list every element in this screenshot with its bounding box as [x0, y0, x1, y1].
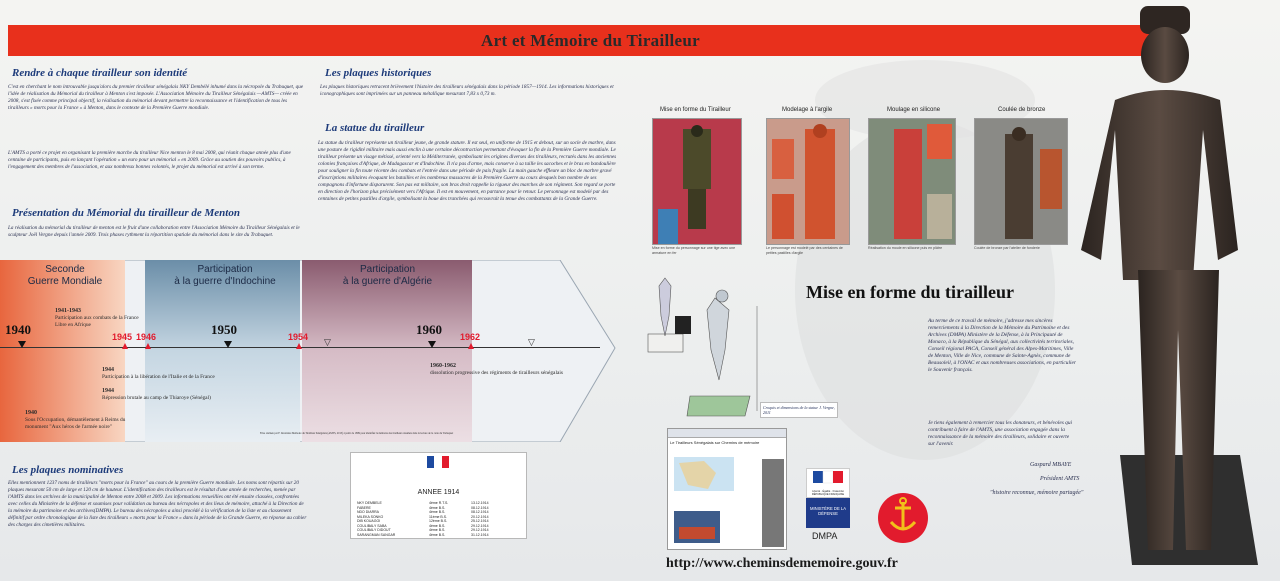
- marker-1962: [468, 343, 474, 349]
- website-photo: [674, 511, 720, 543]
- plaque-row-name: FABERE: [357, 505, 371, 510]
- plaque-row-name: DIB KOUAGOI: [357, 519, 381, 523]
- croquis-sketch: [645, 276, 775, 421]
- website-side-photos: [762, 459, 784, 547]
- event-1940-text: Sous l'Occupation, démantèlement à Reims du monument "Aux héros de l'armée noire": [25, 417, 126, 430]
- photo-caption-1: Mise en forme du Tirailleur: [660, 107, 731, 113]
- republique-text: Liberté · Égalité · Fraternité RÉPUBLIQUE FRANÇAISE: [811, 490, 845, 496]
- plaque-row-unit: 12ème B.S.: [429, 519, 448, 523]
- marker-open-1964: ▽: [528, 337, 535, 347]
- plaque-row-unit: 4ème B.S.: [429, 532, 446, 537]
- photo-caption-3: Moulage en silicone: [887, 107, 941, 113]
- event-1960: [430, 363, 590, 377]
- marker-1946: [145, 343, 151, 349]
- mise-en-forme-title: Mise en forme du tirailleur: [806, 282, 1014, 302]
- plaque-row-unit: 4ème R.T.S.: [429, 501, 449, 505]
- ministere-text: MINISTÈRE DE LA DÉFENSE: [809, 506, 847, 516]
- marker-1940: [18, 341, 26, 348]
- photo-caption-2: Modelage à l'argile: [782, 107, 833, 113]
- panel-title: Art et Mémoire du Tirailleur: [481, 31, 700, 50]
- website-screenshot: [667, 428, 787, 550]
- website-map: [674, 457, 734, 491]
- plaque-row-name: SARANGMAN SANGAR: [357, 532, 396, 537]
- event-1960-year: 1960-1962: [430, 363, 456, 369]
- title-banner: [8, 25, 1173, 56]
- signature-motto: "histoire reconnue, mémoire partagée": [990, 490, 1084, 496]
- plaque-row-name: MILEKA SONKO: [357, 514, 384, 519]
- plaque-row-date: 13.12.1914: [471, 501, 489, 505]
- event-1944-a-year: 1944: [102, 367, 114, 373]
- event-1941-year: 1941-1943: [55, 308, 81, 314]
- website-tabbar: [668, 429, 786, 438]
- photo-coulee-bronze: [974, 118, 1068, 245]
- plaque-row-date: 08.12.1914: [471, 505, 489, 510]
- website-url[interactable]: http://www.cheminsdememoire.gouv.fr: [666, 556, 898, 571]
- text-plaques-nominatives: Elles mentionnent 1237 noms de tirailleurs "morts pour la France" au cours de la première Guerre mondiale. Les noms sont répartis sur 20 plaques mesurant 50 cm de large et 120 cm de hauteur. L'identification des tirailleurs est le résultat d'une année de recherches, menée par l'AMTS dans les archives de la municipalité de Menton entre 2008 et 2009. Les informations recueillies ont été ensuite classées, confrontées avec celles du Ministère de la défense et soumises pour validation au bureau des nécropoles et des lieux de mémoire, attaché à la Direction de la mémoire du patrimoine et des archives(DMPA). Le bureau des nécropoles a ainsi procédé à la vérification de la liste et au classement définitif par ordre chronologique de la liste des tirailleurs « morts pour la France » dans la période de la Grande Guerre, en réponse au cahier des charges des cimetières militaires.: [8, 480, 307, 528]
- heading-presentation: Présentation du Mémorial du tirailleur de Menton: [12, 207, 240, 219]
- text-identite-1: C'est en cherchant le nom introuvable jusqu'alors du premier tirailleur sénégalais NKY Dembélé inhumé dans la nécropole du Trabuquet, que l'idée de réalisation du Mémorial du tirailleur à Menton s'est imposée. L'Association Mémoire du Tirailleur Sénégalais —AMTS— créée en 2008, s'est fixée comme principal objectif, la réalisation du mémorial devant permettre la reconnaissance et l'identification de tous les tirailleurs « morts pour la France » à Menton, dans le contexte de la Première Guerre mondiale.: [8, 84, 304, 111]
- photo-caption-4: Coulée de bronze: [998, 107, 1046, 113]
- event-1944-b-text: Répression brutale au camp de Thiaroye (Sénégal): [102, 395, 211, 401]
- amts-anchor-logo: [875, 490, 931, 546]
- thanks-text-2: Je tiens également à remercier tous les donateurs, et bénévoles qui contribuent à faire de l'AMTS, une association engagée dans la reconnaissance de la mémoire des tirailleurs, solidaire et ouverte sur l'avenir.: [928, 420, 1073, 447]
- marker-1945: [122, 343, 128, 349]
- event-1941: [55, 308, 145, 329]
- marker-1954: [296, 343, 302, 349]
- year-1950: 1950: [211, 322, 237, 337]
- year-1960: 1960: [416, 322, 442, 337]
- event-1944-b: [102, 388, 252, 402]
- segment-ww2-line2: Guerre Mondiale: [27, 276, 103, 287]
- event-1944-b-year: 1944: [102, 388, 114, 394]
- plaque-row-name: NKY DEMBELE: [357, 501, 382, 505]
- photo-mise-en-forme: [652, 118, 742, 245]
- event-1940: [25, 410, 145, 431]
- timeline-footnote: Frise réalisée par F. Inventaire Mémoire du Tirailleur Sénégalais (AMTS, 2013) à partir de 1889 pour identifier la mémoire des tirailleurs résumée dans la lecture de la carte du Trabuquet: [260, 432, 454, 435]
- year-1946: 1946: [136, 332, 157, 342]
- thanks-text-1: Au terme de ce travail de mémoire, j'adresse mes sincères remerciements à la Direction de la Mémoire du Patrimoine et des Archives (DMPA) Ministère de la Défense, à la Principauté de Monaco, à la République du Sénégal, aux collectivités territoriales, Conseil régional PACA, Conseil général des Alpes-Maritimes, Ville de Menton, Ville de Nice, commune de Sainte-Agnès, commune de Beausoleil, à l'ONAC et aux nombreuses associations, en particulier le Souvenir français.: [928, 318, 1076, 373]
- marker-1950: [224, 341, 232, 348]
- marker-open-1955: ▽: [324, 337, 331, 347]
- plaque-row-unit: 4ème B.S.: [429, 510, 446, 514]
- ministere-logo: [806, 498, 850, 528]
- event-1944-a: [102, 367, 252, 381]
- segment-label-ww2: [10, 264, 120, 288]
- marianne-icon: [807, 469, 849, 485]
- bronze-statue: [1080, 0, 1280, 581]
- segment-algerie-line2: à la guerre d'Algérie: [342, 276, 433, 287]
- plaque-row-date: 29.12.1914: [471, 528, 489, 532]
- text-presentation: La réalisation du mémorial du tirailleur de menton est le fruit d'une collaboration entre l'Association Mémoire du Tirailleur Sénégalais et le sculpteur Joël Vergne depuis l'année 2009. Trois phases rythment la répartition spatiale du mémorial dans le site du Trabuquet.: [8, 225, 300, 238]
- signature-name: Gaspard MBAYE: [1030, 462, 1072, 468]
- plaque-row-date: 25.12.1914: [471, 519, 489, 523]
- heading-identite: Rendre à chaque tirailleur son identité: [12, 67, 188, 79]
- photo-moulage: [868, 118, 956, 245]
- plaque-row-unit: 4ème B.S.: [429, 528, 446, 532]
- heading-plaques-nominatives: Les plaques nominatives: [12, 464, 124, 476]
- plaque-row-date: 31.12.1914: [471, 532, 489, 537]
- marker-1960: [428, 341, 436, 348]
- year-1940: 1940: [5, 322, 31, 337]
- photo-desc-3: Réalisation du moule en silicone puis en plâtre: [868, 246, 943, 250]
- text-statue: La statue du tirailleur représente un tirailleur jeune, de grande stature. Il est seul, en uniforme de 1915 et debout, sur un socle de marbre, dans une posture de rigidité militaire mais aussi enclin à une certaine décontraction permettant d'évoquer la fin de la Première Guerre mondiale. Le tirailleur présente un visage métissé, orienté vers la Méditerranée, symbolisant les origines diverses des tirailleurs, recrutés dans les anciennes colonies françaises d'Afrique, de Madagascar et d'Indochine. Il n'a pas d'arme, mais conserve à sa taille les sacoches et le bras en bandoulière pour souligner la fin toute récente des combats et l'entrée dans une période de paix fragile. La main gauche effleure un bloc de marbre gravé d'inscriptions militaires évoquant les batailles et les nombreux massacres de la Première Guerre au cours desquels bon nombre de ses compagnons d'infortune disparurent. Son pas est militaire, son bras droit rappelle la rigueur des marches de son régiment. Son regard se porte en direction de l'horizon plus précisément vers l'Afrique. Il est en mouvement, en partance pour le retour. Le personnage est modelé par des centaines de petites pastilles d'argile, symbolisant la boue des tranchées qui recouvrait la tenue des combattants de la Grande Guerre.: [318, 140, 617, 202]
- photo-desc-4: Coulée de bronze par l'atelier de fonderie: [974, 246, 1040, 250]
- plaque-title: ANNEE 1914: [417, 489, 460, 496]
- segment-ww2-line1: Seconde: [45, 264, 85, 275]
- plaque-row-date: 29.12.1914: [471, 523, 489, 528]
- text-identite-2: L'AMTS a porté ce projet en organisant la première marche du tirailleur Nice menton le 8 mai 2008, qui réunit chaque année plus d'une centaine de participants, puis en lançant l'opération « un euro pour un mémorial » en 2009. Grâce au soutien des pouvoirs publics, à l'engagement des membres de l'association, et aux nombreux bonnes volontés, le projet du mémorial est arrivé à son terme.: [8, 150, 291, 170]
- event-1940-year: 1940: [25, 410, 37, 416]
- segment-label-algerie: [305, 264, 470, 288]
- text-plaques-historiques: Les plaques historiques retracent brièvement l'histoire des tirailleurs sénégalais dans la période 1857—1914. Les informations historiques et iconographiques sont imprimées sur un panneau métallique mesurant 7,83 x 0,73 m.: [320, 84, 614, 97]
- plaque-row-unit: 4ème B.S.: [429, 505, 446, 510]
- event-1960-text: dissolution progressive des régiments de tirailleurs sénégalais: [430, 370, 563, 376]
- segment-label-indochine: [150, 264, 300, 288]
- segment-indochine-line2: à la guerre d'Indochine: [174, 276, 276, 287]
- plaque-flag-icon: [427, 456, 449, 468]
- plaque-row-unit: 4ème B.S.: [429, 523, 446, 528]
- event-1944-a-text: Participation à la libération de l'Italie et de la France: [102, 374, 215, 380]
- plaque-row-name: NDO DIARRA: [357, 510, 379, 514]
- segment-indochine-line1: Participation: [197, 264, 253, 275]
- year-1945: 1945: [112, 332, 133, 342]
- plaque-row-date: 20.12.1914: [471, 514, 489, 519]
- website-header: Le Tirailleurs Sénégalais sur Chemins de mémoire: [670, 440, 760, 445]
- signature-role: Président AMTS: [1040, 476, 1080, 482]
- plaque-row-date: 08.12.1914: [471, 510, 489, 514]
- photo-desc-2: Le personnage est modelé par des centaines de petites pastilles d'argile: [766, 246, 843, 255]
- photo-modelage: [766, 118, 850, 245]
- plaque-row-unit: 11ème B.S.: [429, 514, 448, 519]
- republique-logo: [806, 468, 850, 498]
- event-1941-text: Participation aux combats de la France Libre en Afrique: [55, 315, 139, 328]
- timeline: [0, 260, 620, 442]
- segment-algerie-line1: Participation: [359, 264, 416, 275]
- heading-statue: La statue du tirailleur: [325, 122, 425, 134]
- plaque-row-name: COULIBALY DIDOUT: [357, 528, 391, 532]
- plaque-1914: [350, 452, 527, 539]
- year-1962: 1962: [460, 332, 481, 342]
- heading-plaques-historiques: Les plaques historiques: [325, 67, 432, 79]
- photo-desc-1: Mise en forme du personnage sur une tige avec une armature en fer: [652, 246, 736, 255]
- year-1954: 1954: [288, 332, 309, 342]
- plaque-row-name: COULIBALY SABA: [357, 523, 387, 528]
- croquis-caption: Croquis et dimensions de la statue J. Vergne, 2011: [760, 402, 838, 418]
- dmpa-label: DMPA: [812, 531, 838, 541]
